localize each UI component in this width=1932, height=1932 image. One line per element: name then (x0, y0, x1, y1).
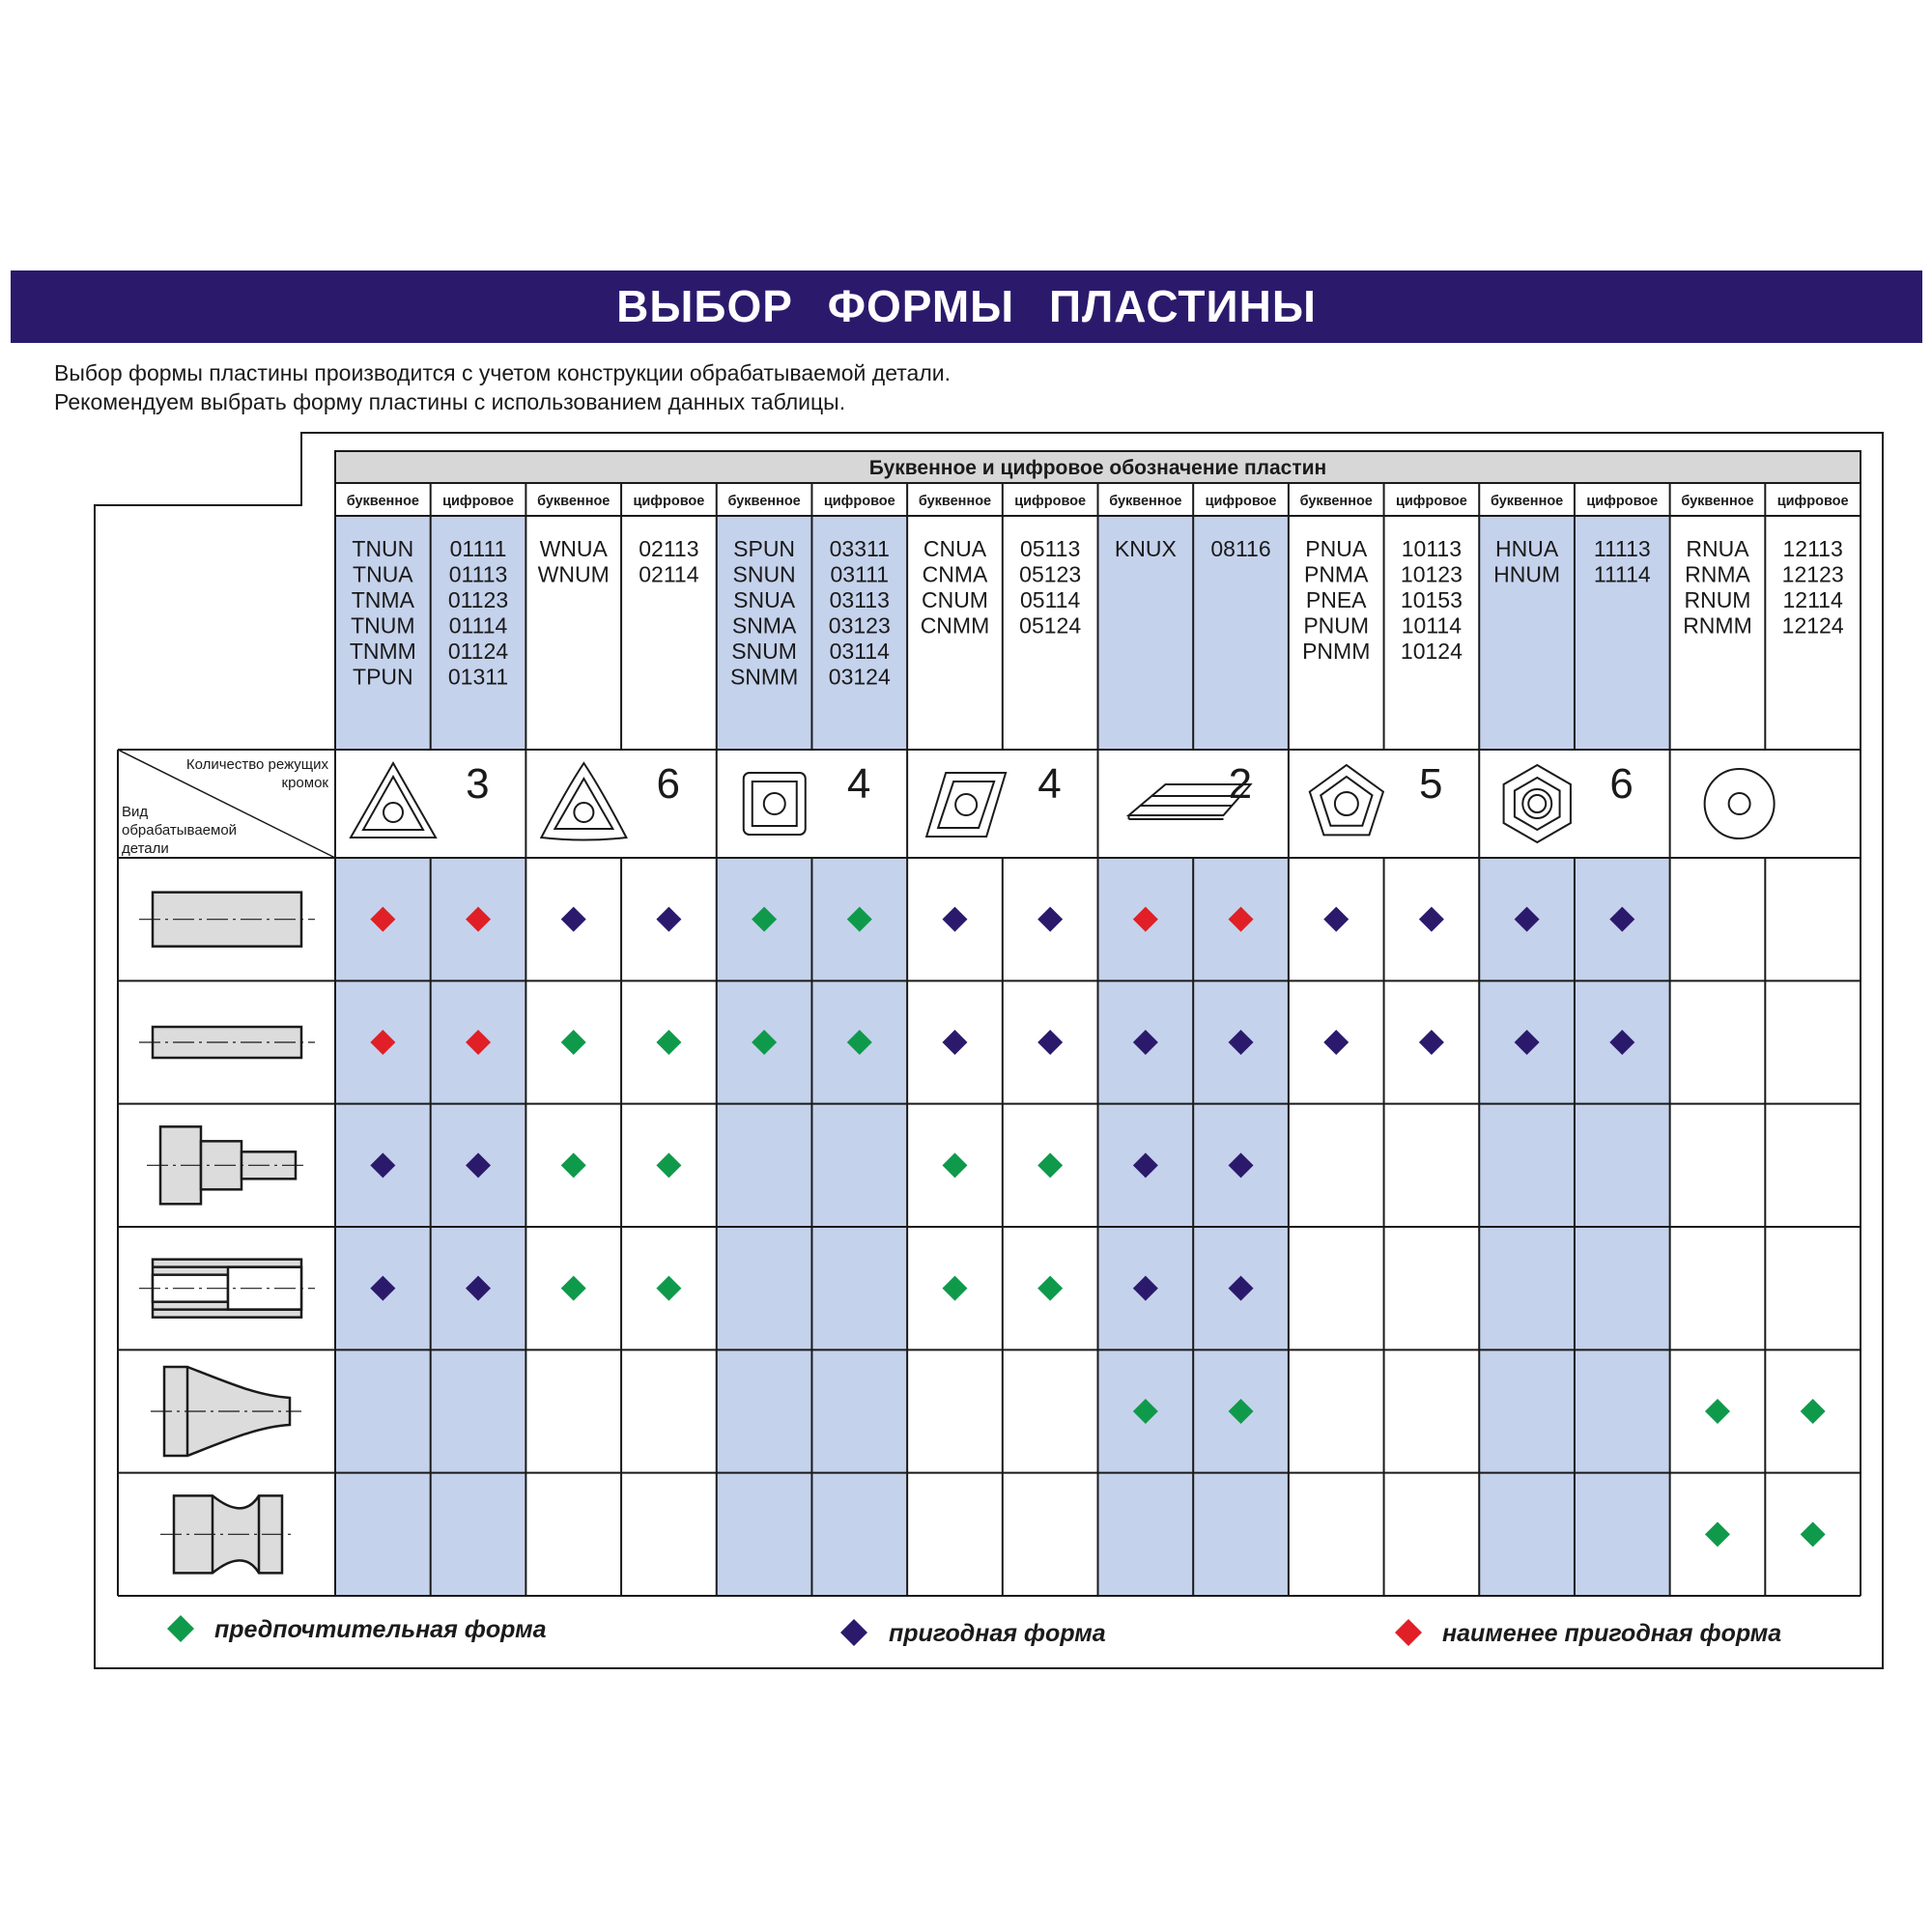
code-letter: CNMA (922, 561, 988, 587)
legend-least: наименее пригодная форма (1442, 1620, 1782, 1647)
hexagon-inner (1515, 778, 1560, 830)
round-hole (1729, 793, 1750, 814)
edge-count: 5 (1419, 760, 1443, 808)
code-letter: RNMA (1685, 561, 1750, 587)
col-header-digit: цифровое (1205, 494, 1277, 509)
rhombus-icon (926, 773, 1006, 837)
col-header-letter: буквенное (1681, 494, 1754, 509)
code-digit: 05123 (1019, 561, 1082, 587)
code-digit: 02113 (639, 536, 699, 561)
taper-profile-icon (151, 1367, 301, 1456)
code-digit: 05113 (1020, 536, 1081, 561)
code-digit: 02114 (639, 561, 699, 587)
intro-line-2: Рекомендуем выбрать форму пластины с использованием данных таблицы. (54, 389, 846, 414)
col-header-digit: цифровое (442, 494, 514, 509)
triangle-hole (384, 803, 403, 822)
code-digit: 12114 (1782, 587, 1843, 612)
page-title: ВЫБОР ФОРМЫ ПЛАСТИНЫ (616, 281, 1317, 331)
marker-preferred (561, 1030, 586, 1055)
code-letter: PNUM (1303, 612, 1370, 639)
stepped-bore-icon (139, 1260, 315, 1318)
plain-shaft-icon (139, 893, 315, 947)
edge-count: 4 (1037, 760, 1062, 808)
marker-suitable (1419, 1030, 1444, 1055)
edge-count: 2 (1228, 760, 1253, 808)
col-header-letter: буквенное (1490, 494, 1564, 509)
code-digit: 05124 (1019, 612, 1082, 639)
col-header-letter: буквенное (346, 494, 419, 509)
legend-suitable: пригодная форма (889, 1620, 1106, 1647)
code-letter: TPUN (353, 664, 413, 690)
code-digit: 01123 (447, 587, 509, 612)
legend-suitable-icon (840, 1619, 867, 1646)
marker-suitable (1037, 907, 1063, 932)
code-digit: 01114 (448, 612, 508, 639)
code-digit: 10153 (1400, 587, 1463, 612)
corner-label-part: обрабатываемой (122, 822, 238, 838)
code-letter: TNUA (353, 561, 413, 587)
legend-preferred: предпочтительная форма (214, 1616, 547, 1643)
marker-preferred (942, 1152, 967, 1178)
edge-count: 6 (656, 760, 680, 808)
code-letter: TNMA (351, 587, 414, 612)
marker-preferred (1801, 1399, 1826, 1424)
round-icon (1705, 769, 1775, 838)
pentagon-icon (1310, 765, 1383, 835)
marker-preferred (942, 1276, 967, 1301)
code-letter: PNMA (1303, 561, 1369, 587)
trigon-icon (541, 763, 626, 840)
edge-count: 6 (1609, 760, 1634, 808)
marker-preferred (561, 1276, 586, 1301)
code-digit: 03311 (829, 536, 890, 561)
code-digit: 11113 (1593, 536, 1651, 561)
marker-preferred (656, 1152, 681, 1178)
marker-suitable (1323, 907, 1349, 932)
stepped-shaft-icon (147, 1126, 307, 1204)
code-letter: PNUA (1305, 536, 1368, 561)
hexagon-ring (1522, 789, 1551, 818)
col-header-digit: цифровое (1014, 494, 1087, 509)
code-digit: 10113 (1401, 536, 1463, 561)
code-letter: CNUA (923, 536, 987, 561)
code-digit: 03123 (828, 612, 891, 639)
code-digit: 03113 (829, 587, 890, 612)
code-letter: WNUM (537, 561, 610, 587)
marker-preferred (1705, 1399, 1730, 1424)
marker-preferred (656, 1030, 681, 1055)
code-digit: 11114 (1593, 561, 1651, 587)
marker-suitable (561, 907, 586, 932)
col-header-letter: буквенное (537, 494, 611, 509)
col-header-digit: цифровое (823, 494, 895, 509)
marker-suitable (942, 907, 967, 932)
code-digit: 08116 (1210, 536, 1271, 561)
col-header-letter: буквенное (1109, 494, 1182, 509)
rhombus-inner (938, 781, 994, 828)
legend-preferred-icon (167, 1615, 194, 1642)
code-letter: SNUN (732, 561, 796, 587)
code-letter: SNUA (733, 587, 796, 612)
marker-preferred (1705, 1521, 1730, 1547)
marker-preferred (656, 1276, 681, 1301)
corner-label-part: детали (122, 840, 169, 857)
pentagon-hole (1335, 792, 1358, 815)
code-digit: 10124 (1400, 639, 1463, 664)
col-header-digit: цифровое (1395, 494, 1467, 509)
marker-suitable (656, 907, 681, 932)
code-letter: RNUM (1684, 587, 1751, 612)
code-digit: 10123 (1400, 561, 1463, 587)
code-digit: 05114 (1020, 587, 1081, 612)
col-header-letter: буквенное (1299, 494, 1373, 509)
code-digit: 01311 (447, 664, 509, 690)
marker-suitable (1037, 1030, 1063, 1055)
marker-preferred (1037, 1276, 1063, 1301)
groove-profile-icon (160, 1495, 296, 1573)
code-letter: PNMM (1302, 639, 1371, 664)
marker-suitable (1323, 1030, 1349, 1055)
code-digit: 01111 (449, 536, 507, 561)
pentagon-inner (1321, 777, 1372, 826)
marker-suitable (1419, 907, 1444, 932)
table-header: Буквенное и цифровое обозначение пластин (868, 457, 1327, 479)
edge-count: 3 (466, 760, 490, 808)
code-letter: PNEA (1305, 587, 1367, 612)
code-digit: 12113 (1782, 536, 1843, 561)
col-header-digit: цифровое (633, 494, 705, 509)
code-digit: 03114 (829, 639, 890, 664)
code-letter: HNUA (1495, 536, 1559, 561)
code-letter: TNMM (349, 639, 416, 664)
square-inner (753, 781, 797, 826)
code-letter: KNUX (1114, 536, 1177, 561)
square-icon (744, 773, 806, 835)
code-digit: 12124 (1781, 612, 1844, 639)
code-letter: RNUA (1686, 536, 1749, 561)
code-letter: RNMM (1683, 612, 1752, 639)
intro-line-1: Выбор формы пластины производится с учетом конструкции обрабатываемой детали. (54, 360, 951, 385)
triangle-outer (351, 763, 436, 838)
code-letter: SNUM (731, 639, 797, 664)
edge-count: 4 (846, 760, 871, 808)
slender-shaft-icon (139, 1027, 315, 1058)
marker-preferred (1801, 1521, 1826, 1547)
marker-preferred (561, 1152, 586, 1178)
rhombus-hole (955, 794, 977, 815)
col-header-letter: буквенное (727, 494, 801, 509)
code-letter: SPUN (733, 536, 796, 561)
code-digit: 12123 (1781, 561, 1844, 587)
legend-least-icon (1395, 1619, 1422, 1646)
code-digit: 03111 (830, 561, 890, 587)
code-digit: 03124 (828, 664, 891, 690)
code-letter: HNUM (1493, 561, 1561, 587)
code-digit: 01124 (447, 639, 509, 664)
corner-label-part: Вид (122, 804, 149, 820)
marker-suitable (942, 1030, 967, 1055)
code-letter: CNMM (920, 612, 990, 639)
col-header-letter: буквенное (918, 494, 992, 509)
hexagon-icon (1504, 765, 1571, 842)
triangle-icon (351, 763, 436, 838)
code-letter: TNUN (352, 536, 414, 561)
trigon-hole (574, 803, 593, 822)
code-digit: 01113 (448, 561, 508, 587)
round-outer (1705, 769, 1775, 838)
code-letter: TNUM (351, 612, 415, 639)
code-letter: CNUM (921, 587, 988, 612)
corner-label-edges: Количество режущих (185, 756, 328, 773)
col-header-digit: цифровое (1586, 494, 1659, 509)
col-header-digit: цифровое (1776, 494, 1849, 509)
code-letter: SNMA (731, 612, 797, 639)
code-letter: SNMM (729, 664, 799, 690)
code-letter: WNUA (539, 536, 608, 561)
corner-label-edges: кромок (281, 775, 328, 791)
marker-preferred (1037, 1152, 1063, 1178)
hexagon-hole (1528, 795, 1546, 812)
code-digit: 10114 (1401, 612, 1463, 639)
square-hole (764, 793, 785, 814)
